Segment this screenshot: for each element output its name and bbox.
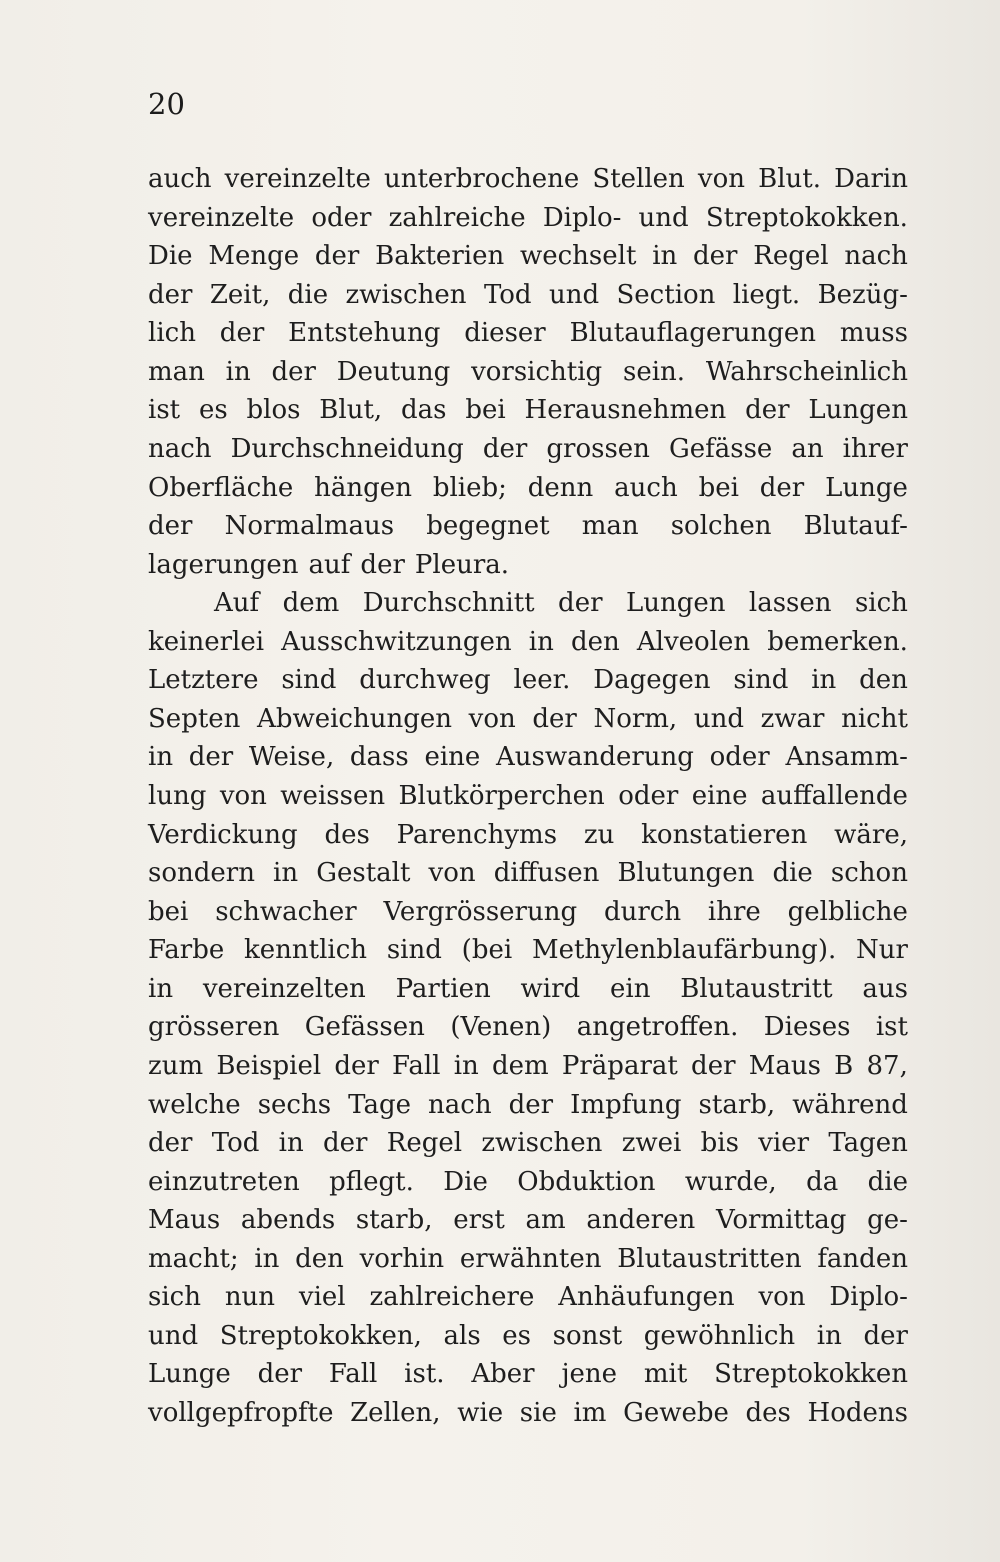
text-line: [148, 777, 908, 816]
text-word: keinerlei: [148, 626, 265, 657]
text-line: [148, 970, 908, 1009]
text-word: macht;: [148, 1243, 239, 1274]
text-word: wurde,: [684, 1166, 777, 1197]
text-word: es: [198, 395, 228, 426]
text-word: in: [225, 356, 251, 387]
text-word: grossen: [546, 433, 650, 464]
text-word: viel: [298, 1282, 346, 1313]
text-word: von: [758, 1282, 806, 1313]
text-word: Beispiel: [216, 1050, 322, 1081]
text-word: nach: [148, 433, 212, 464]
text-word: Wahrscheinlich: [705, 356, 908, 387]
text-word: abends: [240, 1205, 336, 1236]
text-word: zwischen: [481, 1128, 603, 1159]
text-word: der: [693, 241, 738, 272]
text-word: Diplo-: [542, 202, 622, 233]
text-word: Lunge: [148, 1359, 231, 1390]
text-word: eine: [691, 781, 748, 811]
text-line: [148, 1278, 908, 1317]
text-word: der: [558, 588, 603, 619]
text-word: vier: [758, 1128, 810, 1159]
text-word: schwacher: [215, 896, 357, 927]
text-word: in: [816, 1320, 842, 1351]
text-word: es: [502, 1320, 532, 1351]
text-word: vorhin: [359, 1243, 445, 1274]
text-line: [148, 738, 908, 777]
text-word: solchen: [670, 511, 772, 542]
text-word: Hodens: [807, 1398, 908, 1428]
text-word: Vormittag: [715, 1205, 847, 1236]
text-word: sechs: [257, 1089, 332, 1120]
text-word: anderen: [586, 1205, 696, 1236]
text-word: Verdickung: [148, 819, 298, 850]
text-word: (Venen): [450, 1012, 552, 1043]
text-word: Regel: [386, 1128, 463, 1159]
text-word: blos: [246, 395, 301, 426]
text-word: Blutungen: [617, 858, 755, 889]
text-word: im: [573, 1398, 607, 1428]
text-word: Vergrösserung: [383, 896, 578, 927]
text-word: B: [834, 1050, 854, 1081]
text-word: und: [148, 1320, 199, 1351]
text-word: sondern: [148, 858, 255, 889]
text-word: zahlreiche: [388, 202, 526, 233]
text-word: ihre: [707, 896, 761, 927]
text-line: [148, 430, 908, 469]
text-word: eine: [424, 742, 481, 773]
text-word: der: [360, 549, 405, 580]
text-word: aus: [862, 973, 908, 1004]
text-line: [148, 199, 908, 238]
text-word: grösseren: [148, 1012, 280, 1043]
text-word: Oberfläche: [148, 472, 294, 503]
text-word: einzutreten: [148, 1166, 300, 1197]
text-word: die: [772, 858, 813, 889]
text-word: (bei: [461, 935, 513, 966]
text-word: welche: [148, 1089, 241, 1120]
text-line: [148, 1124, 908, 1163]
text-word: Alveolen: [636, 626, 751, 657]
text-word: Blutkörperchen: [398, 781, 605, 811]
text-word: Gefässen: [304, 1012, 425, 1043]
text-word: Parenchyms: [396, 819, 558, 850]
text-word: der: [271, 356, 316, 387]
text-word: Durchschnitt: [362, 588, 535, 619]
text-word: sind: [386, 935, 442, 966]
text-word: Entstehung: [288, 318, 441, 349]
text-word: Blut.: [758, 164, 822, 194]
text-word: sonst: [552, 1320, 623, 1351]
text-word: den: [859, 665, 908, 696]
text-line: [148, 1394, 908, 1433]
text-word: Nur: [856, 935, 908, 966]
text-word: starb,: [698, 1089, 776, 1120]
text-word: des: [324, 819, 370, 850]
text-word: auffallende: [760, 781, 908, 811]
page-number: 20: [148, 87, 185, 121]
text-word: und: [638, 202, 689, 233]
text-word: Aber: [471, 1359, 535, 1390]
text-word: von: [468, 703, 516, 734]
text-word: Lungen: [808, 395, 908, 426]
text-word: Partien: [395, 973, 491, 1004]
text-word: man: [581, 511, 639, 542]
text-word: Ausschwitzungen: [281, 626, 512, 657]
text-word: diffusen: [493, 858, 600, 889]
text-word: begegnet: [426, 511, 550, 542]
text-word: Dieses: [763, 1012, 851, 1043]
text-word: oder: [618, 781, 679, 811]
text-word: Die: [148, 241, 193, 272]
text-word: der: [314, 241, 360, 272]
text-word: zwar: [760, 703, 825, 734]
text-word: den: [295, 1243, 344, 1274]
text-word: vollgepfropfte: [148, 1398, 334, 1428]
text-line: [148, 1240, 908, 1279]
text-line: [148, 314, 908, 353]
text-word: dem: [491, 1050, 549, 1081]
text-word: ein: [610, 973, 651, 1004]
text-line: [148, 1008, 908, 1047]
text-word: nach: [428, 1089, 492, 1120]
text-word: lagerungen: [148, 549, 299, 580]
text-word: Ansamm-: [785, 742, 908, 773]
text-word: wäre,: [834, 819, 908, 850]
text-word: Normalmaus: [224, 511, 395, 542]
text-line: [148, 1201, 908, 1240]
text-word: der: [148, 511, 193, 542]
text-word: der: [759, 472, 805, 503]
text-word: Darin: [834, 164, 908, 194]
text-word: Farbe: [148, 935, 225, 966]
text-word: bis: [700, 1128, 739, 1159]
text-line: [148, 854, 908, 893]
text-word: von: [697, 164, 746, 194]
text-word: der: [482, 433, 528, 464]
text-word: Dagegen: [593, 665, 711, 696]
text-word: von: [428, 858, 476, 889]
text-word: Maus: [148, 1205, 221, 1236]
text-word: sich: [148, 1282, 201, 1313]
text-word: Streptokokken,: [219, 1320, 422, 1351]
text-word: der: [148, 279, 193, 310]
text-word: Menge: [208, 241, 300, 272]
text-word: hängen: [314, 472, 412, 503]
text-word: Tagen: [828, 1128, 908, 1159]
text-word: Methylenblaufärbung).: [531, 935, 837, 966]
text-word: da: [806, 1166, 839, 1197]
text-word: in: [528, 626, 554, 657]
text-word: blieb;: [432, 472, 507, 503]
text-line: [148, 661, 908, 700]
text-word: Anhäufungen: [558, 1282, 735, 1313]
text-line: [148, 160, 908, 199]
text-word: die: [287, 279, 329, 310]
text-word: ist: [875, 1012, 908, 1043]
text-word: ist.: [404, 1359, 445, 1390]
text-line: [148, 623, 908, 662]
text-line: [148, 1163, 908, 1202]
text-word: Tage: [348, 1089, 411, 1120]
text-word: nun: [224, 1282, 276, 1313]
text-word: Abweichungen: [257, 703, 452, 734]
text-word: vereinzelte: [148, 202, 295, 233]
text-word: Lungen: [625, 588, 726, 619]
text-word: Letztere: [148, 665, 259, 696]
text-word: denn: [527, 472, 594, 503]
text-word: Tod: [211, 1128, 260, 1159]
text-word: dass: [349, 742, 409, 773]
text-word: durch: [603, 896, 682, 927]
text-word: oder: [311, 202, 372, 233]
text-word: muss: [839, 318, 908, 349]
text-word: Bezüg-: [817, 279, 908, 310]
text-word: vereinzelten: [202, 973, 366, 1004]
text-word: konstatieren: [641, 819, 808, 850]
text-word: in: [453, 1050, 479, 1081]
text-word: der: [532, 703, 577, 734]
text-line: [148, 237, 908, 276]
text-word: bemerken.: [767, 626, 908, 657]
text-word: ge-: [867, 1205, 908, 1236]
text-word: zahlreichere: [369, 1282, 535, 1313]
text-word: die: [867, 1166, 908, 1197]
text-word: vereinzelte: [224, 164, 371, 194]
text-word: schon: [830, 858, 908, 889]
text-word: der: [691, 1050, 736, 1081]
text-word: liegt.: [732, 279, 801, 310]
text-word: in: [278, 1128, 304, 1159]
text-word: während: [792, 1089, 908, 1120]
text-word: das: [401, 395, 447, 426]
text-word: Regel: [753, 241, 829, 272]
text-word: auf: [308, 549, 351, 580]
text-word: zu: [583, 819, 615, 850]
text-word: sind: [281, 665, 337, 696]
text-word: Auswanderung: [495, 742, 694, 773]
text-word: angetroffen.: [576, 1012, 739, 1043]
text-line: [148, 931, 908, 970]
text-word: ihrer: [842, 433, 908, 464]
text-word: der: [257, 1359, 303, 1390]
text-word: lung: [148, 781, 207, 811]
text-word: in: [273, 858, 299, 889]
text-word: Gewebe: [623, 1398, 729, 1428]
text-line: [148, 700, 908, 739]
text-line: [148, 816, 908, 855]
text-word: unterbrochene: [383, 164, 580, 194]
text-word: nicht: [841, 703, 908, 734]
text-word: dem: [282, 588, 340, 619]
text-word: ist: [148, 395, 181, 426]
text-line: [148, 1317, 908, 1356]
text-word: in: [148, 742, 174, 773]
text-word: wechselt: [519, 241, 637, 272]
text-word: der: [148, 1128, 193, 1159]
text-word: lassen: [748, 588, 832, 619]
text-word: am: [525, 1205, 566, 1236]
text-word: erwähnten: [459, 1243, 602, 1274]
text-word: bei: [698, 472, 739, 503]
text-word: der: [508, 1089, 554, 1120]
text-word: Blutaustritten: [617, 1243, 802, 1274]
text-word: Gestalt: [316, 858, 411, 889]
text-word: Diplo-: [829, 1282, 908, 1313]
text-word: der: [745, 395, 790, 426]
text-word: der: [334, 1050, 379, 1081]
text-word: sich: [854, 588, 908, 619]
text-word: zum: [148, 1050, 204, 1081]
text-word: man: [148, 356, 205, 387]
text-word: Zellen,: [350, 1398, 441, 1428]
text-line: [148, 469, 908, 508]
text-word: sein.: [622, 356, 686, 387]
text-word: Bakterien: [375, 241, 505, 272]
text-line: [148, 1086, 908, 1125]
text-word: der: [323, 1128, 368, 1159]
text-word: sie: [519, 1398, 557, 1428]
text-word: Norm,: [593, 703, 678, 734]
text-line: [148, 1047, 908, 1086]
text-word: jene: [561, 1359, 618, 1390]
text-word: durchweg: [359, 665, 491, 696]
text-word: des: [745, 1398, 791, 1428]
text-word: sind: [733, 665, 789, 696]
text-word: zwei: [621, 1128, 682, 1159]
text-word: dieser: [464, 318, 546, 349]
text-word: in: [254, 1243, 280, 1274]
text-word: zwischen: [345, 279, 467, 310]
text-word: und: [548, 279, 600, 310]
text-word: pflegt.: [329, 1166, 414, 1197]
text-word: der: [863, 1320, 908, 1351]
text-word: an: [791, 433, 824, 464]
text-line: [148, 353, 908, 392]
text-line: [148, 276, 908, 315]
text-line: [148, 391, 908, 430]
text-word: Streptokokken.: [705, 202, 908, 233]
text-word: mit: [643, 1359, 688, 1390]
text-word: Tod: [483, 279, 532, 310]
text-word: bei: [465, 395, 506, 426]
text-line: [148, 1355, 908, 1394]
text-word: erst: [453, 1205, 505, 1236]
text-word: den: [570, 626, 620, 657]
text-word: weissen: [280, 781, 386, 811]
text-word: Streptokokken: [714, 1359, 908, 1390]
text-word: Obduktion: [517, 1166, 656, 1197]
text-word: der: [188, 742, 234, 773]
text-word: nach: [844, 241, 908, 272]
text-word: Blutauf-: [803, 511, 908, 542]
text-line: [148, 893, 908, 932]
text-word: Impfung: [570, 1089, 682, 1120]
text-word: in: [811, 665, 837, 696]
text-word: Section: [616, 279, 716, 310]
text-line: [148, 584, 908, 623]
text-word: auch: [148, 164, 212, 194]
text-word: Präparat: [561, 1050, 678, 1081]
text-word: gelbliche: [787, 896, 908, 927]
text-word: bei: [148, 896, 189, 927]
text-word: Stellen: [592, 164, 685, 194]
text-word: starb,: [355, 1205, 433, 1236]
text-word: Pleura.: [414, 549, 510, 580]
text-word: Herausnehmen: [524, 395, 727, 426]
text-word: Weise,: [248, 742, 335, 773]
text-word: Blutauflagerungen: [569, 318, 817, 349]
text-word: lich: [148, 318, 196, 349]
text-word: vorsichtig: [471, 356, 603, 387]
text-word: in: [148, 973, 174, 1004]
text-word: wie: [457, 1398, 504, 1428]
text-word: wird: [520, 973, 581, 1004]
body-text: [148, 160, 908, 1433]
text-line: [148, 507, 908, 546]
text-word: von: [219, 781, 267, 811]
text-word: Die: [443, 1166, 488, 1197]
text-word: Zeit,: [209, 279, 271, 310]
text-word: als: [443, 1320, 481, 1351]
text-word: Fall: [328, 1359, 378, 1390]
text-word: 87,: [866, 1050, 908, 1081]
text-word: oder: [709, 742, 770, 773]
text-word: Septen: [148, 703, 241, 734]
text-word: leer.: [513, 665, 571, 696]
text-word: fanden: [817, 1243, 908, 1274]
text-line: [148, 546, 908, 585]
text-word: auch: [614, 472, 678, 503]
text-word: gewöhnlich: [643, 1320, 796, 1351]
text-word: Durchschneidung: [230, 433, 464, 464]
text-word: Lunge: [825, 472, 908, 503]
text-word: und: [693, 703, 744, 734]
text-word: kenntlich: [244, 935, 368, 966]
text-word: in: [652, 241, 678, 272]
text-word: Blut,: [319, 395, 383, 426]
text-word: Blutaustritt: [680, 973, 833, 1004]
text-word: der: [219, 318, 265, 349]
text-word: Gefässe: [668, 433, 773, 464]
text-word: Deutung: [336, 356, 451, 387]
text-word: Fall: [392, 1050, 441, 1081]
text-word: Maus: [748, 1050, 821, 1081]
text-word: Auf: [214, 588, 260, 619]
